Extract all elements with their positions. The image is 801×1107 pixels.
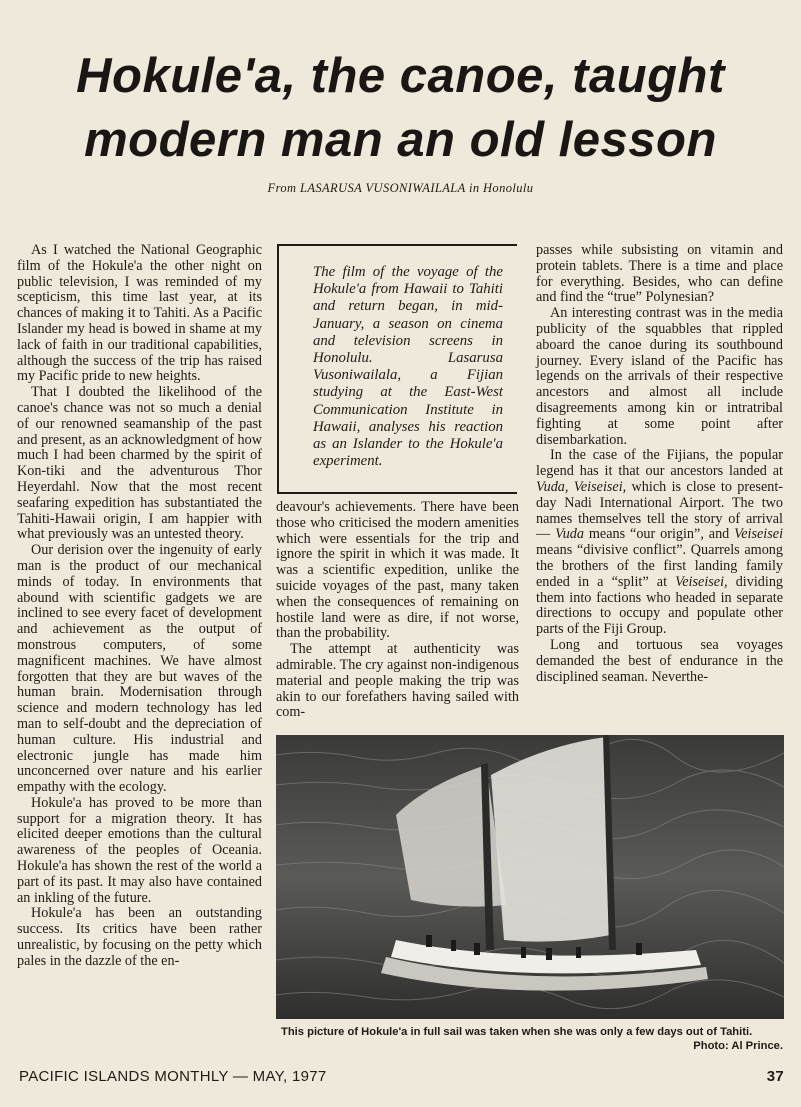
paragraph: Hokule'a has proved to be more than support for a migration theory. It has elicited deeper emotions than the cultural awareness of the peoples of Oceania. Hokule'a has shown the rest of the world a part of its past. It may also have contained an inkling of the future. [17, 794, 262, 906]
paragraph: deavour's achievements. There have been those who criticised the modern amenities which were essentials for the trip and ignore the spirit in which it was made. It was a scientific expedition, unlike the suicide voyages of the past, many taken when the consequences of remaining on hostile land were as dire, if not worse, than the probability. [276, 499, 519, 642]
text-run: In the case of the Fijians, the popular legend has it that our ancestors landed at [536, 447, 783, 480]
paragraph: Our derision over the ingenuity of early man is the product of our mechanical minds of today. In environments that abound with scientific gadgets we are inclined to see every facet of development and achievement as the output of monstrous computers, of some magnificent machines. We have almost forgotten that they are but waves of the human brain. Modernisation through science and modern technology has led man to self-doubt and the depreciation of human culture. His industrial and electronic jungle has made him unconcerned over nature and his earlier empathy with the ecology. [17, 542, 262, 796]
place-name: Vuda, Veiseisei, [536, 478, 627, 495]
caption-text: This picture of Hokule'a in full sail was taken when she was only a few days out of Tahiti. [281, 1026, 753, 1038]
paragraph: Hokule'a has been an outstanding success. Its critics have been rather unrealistic, by focusing on the petty which pales in the dazzle of the en- [17, 905, 262, 969]
headline [0, 44, 801, 172]
text-run: which is close to present-day Nadi International Airport. The two names themselves tell the story of arrival — [536, 478, 784, 543]
canoe-photo-image [276, 735, 784, 1019]
publication-name: PACIFIC ISLANDS MONTHLY — MAY, 1977 [19, 1068, 327, 1085]
photo-credit: Photo: Al Prince. [693, 1040, 783, 1052]
byline: From LASARUSA VUSONIWAILALA in Honolulu [267, 181, 534, 195]
text-run: dividing them into factions who headed in separate directions to occupy and populate other parts of the Fiji Group. [536, 573, 784, 638]
paragraph-fijian-legend [536, 448, 783, 638]
photo-caption [281, 1025, 783, 1053]
column-2 [276, 500, 519, 721]
paragraph: passes while subsisting on vitamin and protein tablets. There is a time and place for everything. Besides, who can define and find the “true” Polynesian? [536, 242, 783, 306]
paragraph: As I watched the National Geographic film of the Hokule'a the other night on public television, I was reminded of my scepticism, this time last year, at its chances of making it to Tahiti. As a Pacific Islander my head is bowed in shame at my lack of faith in our traditional capabilities, although the success of the trip has raised my Pacific pride to new heights. [17, 242, 262, 385]
paragraph: An interesting contrast was in the media publicity of the squabbles that rippled aboard the canoe during its southbound journey. Every island of the Pacific has legends on the arrivals of their respective ancestors and almost all include disagreements among kin or intratribal fighting at some point after disembarkation. [536, 305, 783, 448]
page-footer [19, 1068, 784, 1085]
headline-line-2: modern man an old lesson [84, 113, 717, 167]
paragraph: Long and tortuous sea voyages demanded the best of endurance in the disciplined seaman. Neverthe- [536, 636, 783, 685]
paragraph: That I doubted the likelihood of the canoe's chance was not so much a denial of our renowned seamanship of the past and present, as an acknowledgment of how much I had been charmed by the spirit of Kon-tiki and the adventurous Thor Heyerdahl. Now that the most recent seafaring expedition has substantiated the Tahiti-Hawaii origin, I am happier with what previously was an untested theory. [17, 384, 262, 543]
text-run: means “our origin”, and [584, 526, 735, 543]
pull-quote: The film of the voyage of the Hokule'a from Hawaii to Tahiti and return began, in mid-January, a season on cinema and television screens in Honolulu. Lasarusa Vusoniwailala, a Fijian studying at the East-West Communication Institute in Hawaii, analyses his reaction as an Islander to the Hokule'a experiment. [277, 244, 517, 494]
column-3 [536, 243, 783, 685]
place-name: Veiseisei, [675, 573, 728, 590]
column-1 [17, 243, 262, 970]
place-name: Veiseisei [734, 526, 784, 543]
headline-line-1: Hokule'a, the canoe, taught [76, 49, 725, 103]
page-number: 37 [766, 1068, 784, 1085]
place-name: Vuda [555, 526, 584, 543]
paragraph: The attempt at authenticity was admirable. The cry against non-indigenous material and people making the trip was akin to our forefathers having sailed with com- [276, 641, 519, 721]
text-run: means “divisive conflict”. Quarrels among the brothers of the first landing family ended in a “split” at [536, 542, 783, 590]
photo-canoe-in-sail [276, 735, 784, 1019]
